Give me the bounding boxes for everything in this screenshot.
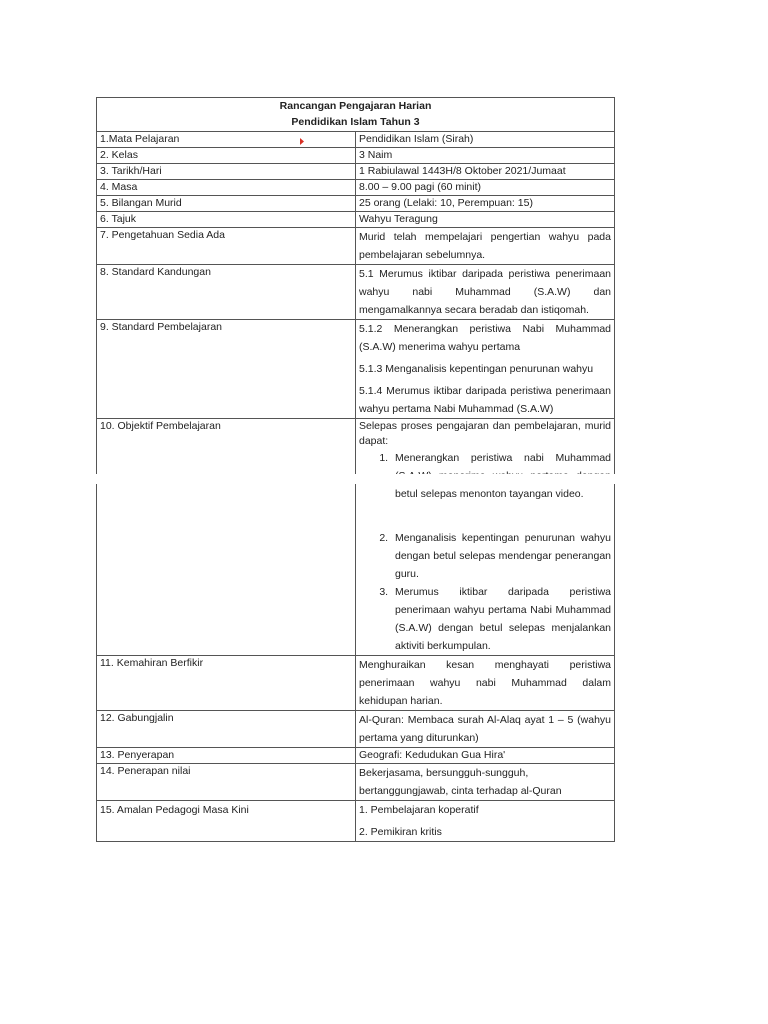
objective-intro: Selepas proses pengajaran dan pembelajaran, murid dapat: — [359, 420, 611, 447]
row-label: 4. Masa — [97, 180, 356, 196]
document-title: Rancangan Pengajaran Harian — [279, 100, 432, 112]
row-value: 25 orang (Lelaki: 10, Perempuan: 15) — [356, 196, 615, 212]
row-value: Geografi: Kedudukan Gua Hira' — [356, 748, 615, 764]
table-row — [97, 265, 615, 320]
row-value: Menghuraikan kesan menghayati peristiwa penerimaan wahyu nabi Muhammad dalam kehidupan harian. — [356, 656, 615, 711]
red-cursor-icon — [300, 138, 304, 145]
page-break-gap — [96, 474, 615, 484]
table-row — [97, 419, 615, 656]
table-row — [97, 132, 615, 148]
row-label: 5. Bilangan Murid — [97, 196, 356, 212]
row-label: 2. Kelas — [97, 148, 356, 164]
row-value — [356, 419, 615, 656]
table-row — [97, 764, 615, 801]
list-item: 2. Menganalisis kepentingan penurunan wahyu dengan betul selepas mendengar penerangan guru. — [391, 529, 611, 583]
row-value: Wahyu Teragung — [356, 212, 615, 228]
table-row — [97, 148, 615, 164]
table-row — [97, 748, 615, 764]
list-item: 1. Menerangkan peristiwa nabi Muhammad betul selepas menonton tayangan video. — [391, 449, 611, 503]
row-value — [356, 320, 615, 419]
table-row — [97, 196, 615, 212]
lesson-plan-table — [96, 97, 615, 842]
row-value: 1 Rabiulawal 1443H/8 Oktober 2021/Jumaat — [356, 164, 615, 180]
learning-standard-item: 5.1.2 Menerangkan peristiwa Nabi Muhammad (S.A.W) menerima wahyu pertama — [359, 323, 611, 353]
row-value: Al-Quran: Membaca surah Al-Alaq ayat 1 – 5 (wahyu pertama yang diturunkan) — [356, 711, 615, 748]
row-label: 6. Tajuk — [97, 212, 356, 228]
row-label: 10. Objektif Pembelajaran — [97, 419, 356, 656]
row-value: Pendidikan Islam (Sirah) — [356, 132, 615, 148]
learning-standard-item: 5.1.4 Merumus iktibar daripada peristiwa penerimaan wahyu pertama Nabi Muhammad (S.A.W) — [359, 385, 611, 415]
table-row — [97, 711, 615, 748]
pedagogy-item: 1. Pembelajaran koperatif — [359, 804, 479, 816]
table-row — [97, 212, 615, 228]
table-row — [97, 320, 615, 419]
row-value: 5.1 Merumus iktibar daripada peristiwa penerimaan wahyu nabi Muhammad (S.A.W) dan mengamalkannya secara beradab dan istiqomah. — [356, 265, 615, 320]
row-label: 14. Penerapan nilai — [97, 764, 356, 801]
row-value: Murid telah mempelajari pengertian wahyu pada pembelajaran sebelumnya. — [356, 228, 615, 265]
row-label: 8. Standard Kandungan — [97, 265, 356, 320]
table-row — [97, 801, 615, 842]
title-cell — [97, 98, 615, 132]
row-value: 8.00 – 9.00 pagi (60 minit) — [356, 180, 615, 196]
row-value — [356, 801, 615, 842]
row-label: 12. Gabungjalin — [97, 711, 356, 748]
row-label: 11. Kemahiran Berfikir — [97, 656, 356, 711]
table-row — [97, 228, 615, 265]
learning-standard-item: 5.1.3 Menganalisis kepentingan penurunan wahyu — [359, 363, 594, 375]
row-label: 1.Mata Pelajaran — [97, 132, 356, 148]
row-label: 7. Pengetahuan Sedia Ada — [97, 228, 356, 265]
row-value: 3 Naim — [356, 148, 615, 164]
table-row — [97, 164, 615, 180]
row-label: 15. Amalan Pedagogi Masa Kini — [97, 801, 356, 842]
row-label: 13. Penyerapan — [97, 748, 356, 764]
document-subtitle: Pendidikan Islam Tahun 3 — [291, 116, 420, 128]
pedagogy-item: 2. Pemikiran kritis — [359, 826, 442, 838]
row-label: 3. Tarikh/Hari — [97, 164, 356, 180]
title-row — [97, 98, 615, 132]
table-row — [97, 180, 615, 196]
table-row — [97, 656, 615, 711]
row-label: 9. Standard Pembelajaran — [97, 320, 356, 419]
row-value: Bekerjasama, bersungguh-sungguh, bertanggungjawab, cinta terhadap al-Quran — [356, 764, 615, 801]
lesson-plan-document — [96, 97, 615, 842]
list-item: 3. Merumus iktibar daripada peristiwa penerimaan wahyu pertama Nabi Muhammad (S.A.W) dengan betul selepas menjalankan aktiviti berkumpulan. — [391, 583, 611, 655]
